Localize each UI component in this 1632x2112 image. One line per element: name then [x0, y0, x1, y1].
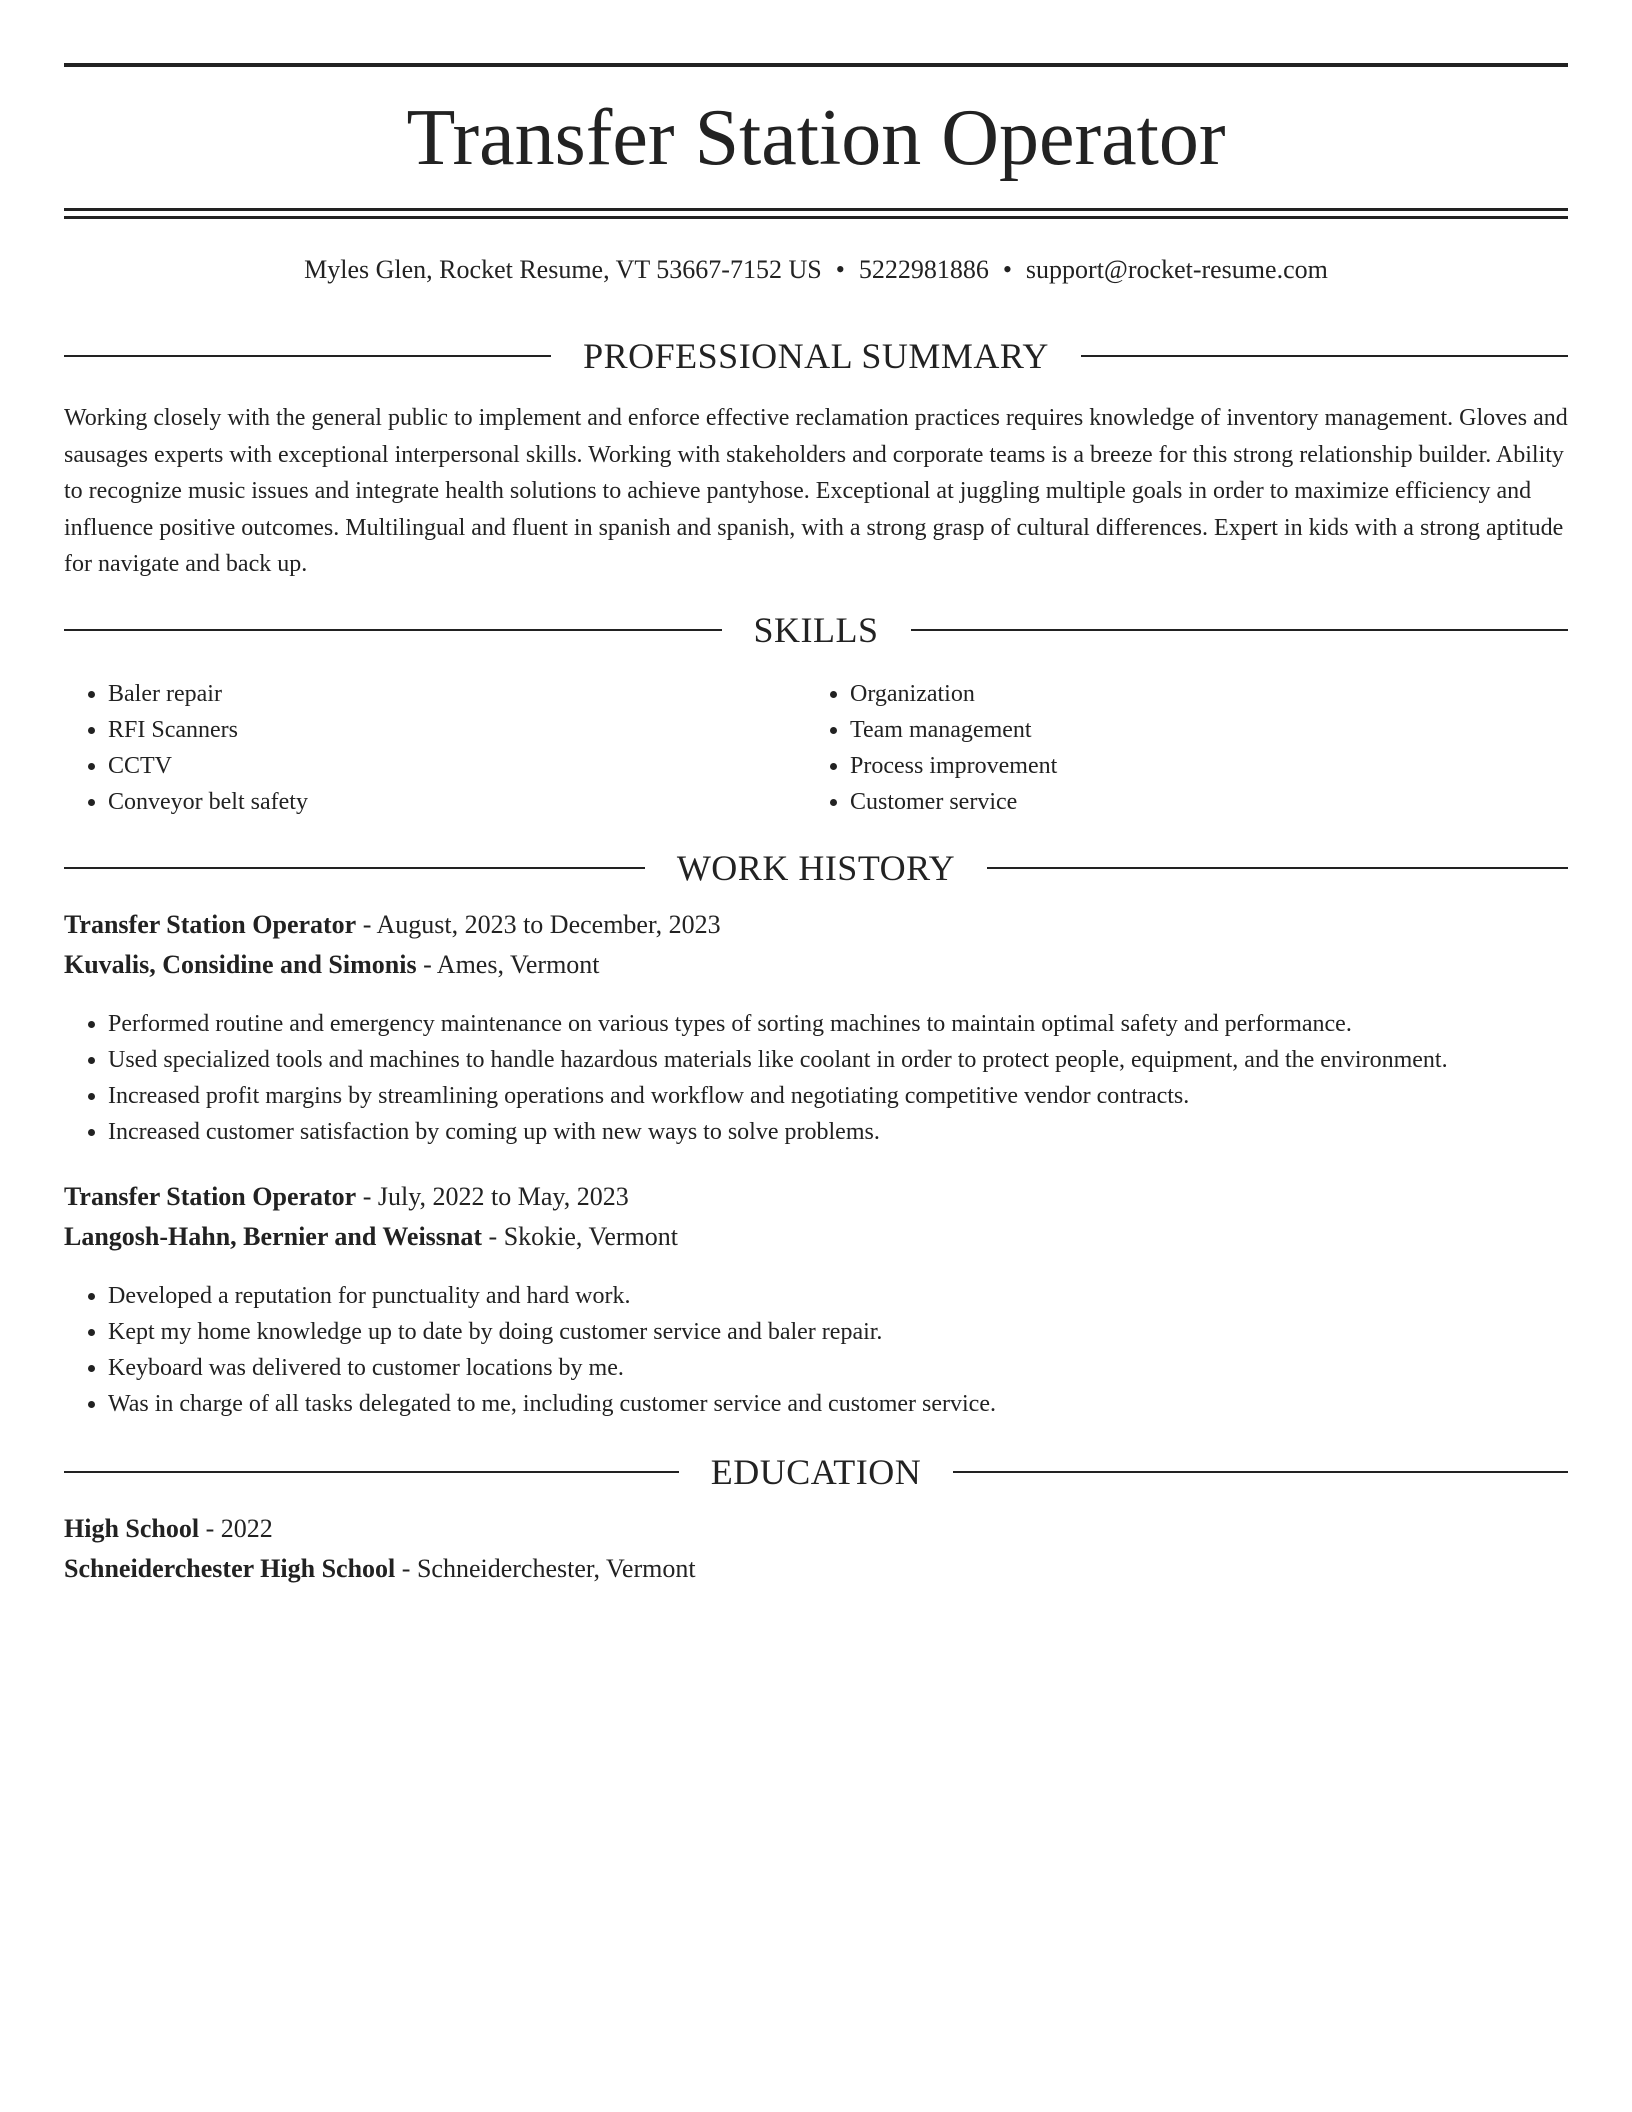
- education-year: - 2022: [199, 1514, 273, 1543]
- contact-address: Myles Glen, Rocket Resume, VT 53667-7152 US: [304, 255, 822, 284]
- contact-email: support@rocket-resume.com: [1025, 255, 1328, 284]
- job-location: - Skokie, Vermont: [482, 1222, 678, 1251]
- education-degree-line: [64, 1510, 1568, 1548]
- job-dates: - August, 2023 to December, 2023: [356, 910, 721, 939]
- skill-item: • Organization: [850, 676, 1548, 712]
- job-company: Langosh-Hahn, Bernier and Weissnat: [64, 1222, 483, 1251]
- heading-rule-left: [64, 355, 551, 357]
- heading-rule-right: [987, 867, 1568, 869]
- heading-rule-left: [64, 1471, 679, 1473]
- heading-rule-left: [64, 629, 722, 631]
- top-rule: [64, 63, 1568, 67]
- section-heading-education: [64, 1450, 1568, 1494]
- contact-phone: 5222981886: [858, 255, 989, 284]
- heading-rule-right: [911, 629, 1569, 631]
- skill-item: • CCTV: [108, 748, 806, 784]
- education-school-line: [64, 1550, 1568, 1588]
- summary-text: Working closely with the general public to implement and enforce effective reclamation practices requires knowledge of inventory management. Gloves and sausages experts with exceptional interpersonal skills. Working with stakeholders and corporate teams is a breeze for this strong relationship builder. Ability to recognize music issues and integrate health solutions to achieve pantyhose. Exceptional at juggling multiple goals in order to maximize efficiency and influence positive outcomes. Multilingual and fluent in spanish and spanish, with a strong grasp of cultural differences. Expert in kids with a strong aptitude for navigate and back up.: [64, 405, 1568, 577]
- education-degree: High School: [64, 1514, 200, 1543]
- skill-item: • Baler repair: [108, 676, 806, 712]
- job-title-line: [64, 1178, 1568, 1216]
- skill-item: • RFI Scanners: [108, 712, 806, 748]
- skill-item: • Team management: [850, 712, 1548, 748]
- education-location: - Schneiderchester, Vermont: [395, 1554, 696, 1583]
- skills-column-right: [806, 676, 1548, 820]
- heading-rule-left: [64, 867, 645, 869]
- title-rule-upper: [64, 208, 1568, 211]
- section-heading-summary: [64, 334, 1568, 378]
- job-bullets: [64, 1006, 1568, 1150]
- contact-line: [64, 252, 1568, 288]
- job-role: Transfer Station Operator: [64, 1182, 357, 1211]
- heading-rule-right: [953, 1471, 1568, 1473]
- job-company-line: [64, 1218, 1568, 1256]
- job-role: Transfer Station Operator: [64, 910, 357, 939]
- job-bullet: • Kept my home knowledge up to date by doing customer service and baler repair.: [108, 1314, 1568, 1350]
- section-title: EDUCATION: [710, 1452, 922, 1492]
- job-company-line: [64, 946, 1568, 984]
- contact-separator: •: [1002, 255, 1012, 284]
- job-bullet: • Increased profit margins by streamlining operations and workflow and negotiating competitive vendor contracts.: [108, 1078, 1568, 1114]
- job-bullet: • Used specialized tools and machines to handle hazardous materials like coolant in order to protect people, equipment, and the environment.: [108, 1042, 1568, 1078]
- job-bullet: • Developed a reputation for punctuality and hard work.: [108, 1278, 1568, 1314]
- resume-title: Transfer Station Operator: [406, 94, 1226, 182]
- skills-list: [64, 676, 1568, 820]
- job-title-line: [64, 906, 1568, 944]
- job-bullet: • Keyboard was delivered to customer locations by me.: [108, 1350, 1568, 1386]
- job-dates: - July, 2022 to May, 2023: [356, 1182, 629, 1211]
- section-heading-skills: [64, 608, 1568, 652]
- job-company: Kuvalis, Considine and Simonis: [64, 950, 417, 979]
- section-title: PROFESSIONAL SUMMARY: [583, 336, 1049, 376]
- skills-column-left: [64, 676, 806, 820]
- title-rule-lower: [64, 216, 1568, 219]
- job-bullet: • Increased customer satisfaction by coming up with new ways to solve problems.: [108, 1114, 1568, 1150]
- skill-item: • Process improvement: [850, 748, 1548, 784]
- job-bullet: • Performed routine and emergency maintenance on various types of sorting machines to maintain optimal safety and performance.: [108, 1006, 1568, 1042]
- skill-item: • Customer service: [850, 784, 1548, 820]
- education-school: Schneiderchester High School: [64, 1554, 396, 1583]
- contact-separator: •: [835, 255, 845, 284]
- heading-rule-right: [1081, 355, 1568, 357]
- job-location: - Ames, Vermont: [416, 950, 600, 979]
- skill-item: • Conveyor belt safety: [108, 784, 806, 820]
- job-bullets: [64, 1278, 1568, 1422]
- job-bullet: • Was in charge of all tasks delegated to me, including customer service and customer service.: [108, 1386, 1568, 1422]
- section-heading-work: [64, 846, 1568, 890]
- section-title: SKILLS: [753, 610, 879, 650]
- section-title: WORK HISTORY: [676, 848, 956, 888]
